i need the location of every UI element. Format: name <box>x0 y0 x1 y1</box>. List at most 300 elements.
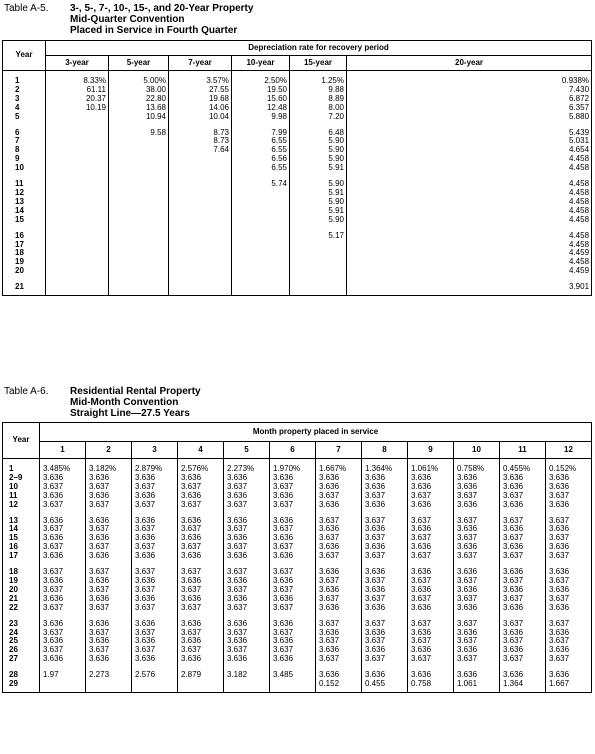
table-a6-rate-cell <box>178 680 224 689</box>
table-a6-rate-cell: 3.636 <box>454 543 500 552</box>
table-a6-rate-cell: 3.637 <box>270 629 316 638</box>
table-a5-rate-cell: 9.98 <box>232 113 290 122</box>
table-a6-rate-cell: 3.637 <box>132 586 178 595</box>
table-a6-rate-cell: 3.637 <box>270 501 316 510</box>
table-a6-rate-cell: 3.637 <box>546 552 592 561</box>
table-a5-year-header: Year <box>3 41 46 71</box>
table-a6-year-cell: 25 <box>3 637 40 646</box>
table-a6-year-cell: 26 <box>3 646 40 655</box>
table-a6-rate-cell: 3.636 <box>316 543 362 552</box>
table-a5-year-cell: 6 <box>3 129 46 138</box>
table-a6-rate-cell: 3.636 <box>546 586 592 595</box>
table-a6-rate-cell: 3.637 <box>270 586 316 595</box>
table-a5-year-cell: 10 <box>3 164 46 173</box>
table-row <box>3 680 592 689</box>
table-a6-rate-cell: 3.636 <box>40 637 86 646</box>
table-a6-rate-cell: 3.637 <box>132 646 178 655</box>
table-row <box>3 552 592 561</box>
table-a5-rate-cell <box>46 241 109 250</box>
table-a6-rate-cell: 3.637 <box>270 543 316 552</box>
table-a6-year-cell: 14 <box>3 525 40 534</box>
table-a6-rate-cell: 0.152 <box>316 680 362 689</box>
table-a6-rate-cell: 3.636 <box>316 568 362 577</box>
table-a6-rate-cell: 0.758% <box>454 465 500 474</box>
table-a5-rate-cell <box>109 267 169 276</box>
table-a6-rate-cell: 3.637 <box>454 492 500 501</box>
table-a6-rate-cell: 3.636 <box>500 501 546 510</box>
table-a6-rate-cell: 3.636 <box>40 474 86 483</box>
table-a5-rate-cell <box>109 198 169 207</box>
table-a6-rate-cell: 1.364% <box>362 465 408 474</box>
table-a6-rate-cell: 3.636 <box>408 501 454 510</box>
table-a5-rate-cell: 6.48 <box>290 129 347 138</box>
table-a6-rate-cell: 3.637 <box>86 543 132 552</box>
table-a6-rate-cell: 3.637 <box>132 525 178 534</box>
table-a6-year-cell: 28 <box>3 671 40 680</box>
table-a6-rate-cell: 3.637 <box>454 552 500 561</box>
table-a5-rate-cell: 5.439 <box>347 129 592 138</box>
table-a5-rate-cell: 5.880 <box>347 113 592 122</box>
table-a5-rate-cell <box>46 232 109 241</box>
table-a5-rate-cell <box>290 241 347 250</box>
table-a5-rate-cell <box>46 216 109 225</box>
table-a6-rate-cell: 3.636 <box>40 655 86 664</box>
table-a6-rate-cell: 3.637 <box>224 604 270 613</box>
table-a6-column-header: 2 <box>86 442 132 459</box>
table-a6-rate-cell: 3.636 <box>270 517 316 526</box>
table-a5-year-cell: 5 <box>3 113 46 122</box>
table-a5-rate-cell: 4.458 <box>347 155 592 164</box>
table-a6-rate-cell: 3.636 <box>362 543 408 552</box>
table-a6-rate-cell: 3.637 <box>224 629 270 638</box>
table-a5-rate-cell <box>169 207 232 216</box>
table-a6-rate-cell: 3.636 <box>454 671 500 680</box>
table-a5-rate-cell <box>232 283 290 292</box>
table-a6-column-header: 11 <box>500 442 546 459</box>
table-a6-rate-cell: 3.637 <box>316 637 362 646</box>
table-a6-rate-cell: 3.636 <box>454 604 500 613</box>
table-a6-rate-cell: 3.637 <box>454 577 500 586</box>
table-a6-rate-cell: 3.637 <box>408 655 454 664</box>
table-a6-rate-cell: 0.455% <box>500 465 546 474</box>
table-a5-rate-cell <box>232 189 290 198</box>
table-a6-rate-cell: 3.637 <box>408 595 454 604</box>
table-a6-year-cell: 24 <box>3 629 40 638</box>
table-a6-rate-cell: 3.636 <box>132 517 178 526</box>
table-a5-rate-cell <box>46 113 109 122</box>
table-row <box>3 104 592 113</box>
table-a5-rate-cell: 3.901 <box>347 283 592 292</box>
table-a5-rate-cell: 12.48 <box>232 104 290 113</box>
table-a5-year-cell: 16 <box>3 232 46 241</box>
table-a6-rate-cell: 3.637 <box>270 483 316 492</box>
table-row <box>3 232 592 241</box>
table-a6-rate-cell: 3.485% <box>40 465 86 474</box>
table-a5-rate-cell: 6.55 <box>232 164 290 173</box>
table-a5-rate-cell <box>109 258 169 267</box>
table-a6-rate-cell: 1.667% <box>316 465 362 474</box>
table-a6-rate-cell: 3.636 <box>224 620 270 629</box>
table-a6-year-cell: 2–9 <box>3 474 40 483</box>
table-a5-year-cell: 2 <box>3 86 46 95</box>
table-a6-rate-cell: 3.636 <box>40 552 86 561</box>
table-a5-rate-cell: 5.74 <box>232 180 290 189</box>
table-a5-rate-cell <box>290 258 347 267</box>
table-a6-rate-cell: 3.637 <box>86 629 132 638</box>
table-a6-year-cell: 21 <box>3 595 40 604</box>
table-a6-rate-cell: 3.636 <box>408 543 454 552</box>
table-a6-rate-cell: 3.636 <box>362 525 408 534</box>
table-a6-rate-cell: 3.636 <box>178 492 224 501</box>
table-a5-rate-cell: 5.00% <box>109 77 169 86</box>
table-a6-rate-cell: 3.637 <box>40 501 86 510</box>
table-a6-rate-cell: 3.637 <box>40 646 86 655</box>
table-a5-rate-cell: 10.04 <box>169 113 232 122</box>
table-a5-rate-cell: 6.55 <box>232 146 290 155</box>
table-a5-rate-cell: 4.654 <box>347 146 592 155</box>
table-a5-rate-cell <box>169 267 232 276</box>
table-a6-rate-cell: 3.636 <box>500 586 546 595</box>
table-a6-rate-cell: 3.636 <box>316 474 362 483</box>
table-a6-rate-cell: 3.636 <box>316 629 362 638</box>
table-a5-rate-cell: 2.50% <box>232 77 290 86</box>
table-a6-rate-cell: 3.636 <box>408 604 454 613</box>
table-a6-rate-cell <box>224 680 270 689</box>
table-a6-rate-cell: 3.636 <box>178 637 224 646</box>
table-a6-rate-cell: 3.637 <box>454 620 500 629</box>
table-a5-rate-cell: 9.58 <box>109 129 169 138</box>
table-a5-year-cell: 13 <box>3 198 46 207</box>
table-a6-rate-cell: 3.637 <box>316 655 362 664</box>
table-a5-year-cell: 18 <box>3 249 46 258</box>
table-a5-rate-cell <box>169 241 232 250</box>
table-a5-number: Table A-5. <box>4 3 49 14</box>
table-a5-rate-cell <box>109 137 169 146</box>
table-a5-rate-cell: 5.90 <box>290 180 347 189</box>
table-a5-rate-cell: 20.37 <box>46 95 109 104</box>
table-a6-column-header: 1 <box>40 442 86 459</box>
table-a5-rate-cell <box>232 198 290 207</box>
table-a5-rate-cell: 10.19 <box>46 104 109 113</box>
table-row <box>3 155 592 164</box>
table-a6-rate-cell: 3.636 <box>454 483 500 492</box>
table-a5-year-cell: 3 <box>3 95 46 104</box>
table-a6-rate-cell: 3.636 <box>546 671 592 680</box>
table-a6-rate-cell: 3.637 <box>362 637 408 646</box>
table-row <box>3 216 592 225</box>
table-a6-rate-cell: 3.637 <box>500 620 546 629</box>
table-a6-rate-cell: 3.636 <box>408 483 454 492</box>
table-a6-rate-cell: 3.637 <box>362 655 408 664</box>
table-a6-rate-cell: 3.637 <box>132 629 178 638</box>
table-a6-rate-cell: 3.636 <box>270 595 316 604</box>
table-a5-column-header: 20-year <box>347 56 592 71</box>
table-a6-rate-cell: 3.636 <box>362 629 408 638</box>
table-a5-rate-cell <box>232 207 290 216</box>
table-a6-rate-cell: 3.637 <box>316 517 362 526</box>
table-a6-rate-cell: 3.636 <box>316 501 362 510</box>
table-a5-rate-cell <box>109 164 169 173</box>
table-a6-rate-cell: 3.637 <box>408 552 454 561</box>
table-a6-rate-cell: 3.636 <box>224 474 270 483</box>
table-a6-year-cell: 29 <box>3 680 40 689</box>
table-a6-rate-cell: 3.637 <box>316 577 362 586</box>
table-a6-rate-cell: 3.636 <box>546 474 592 483</box>
table-a6-rate-cell: 3.636 <box>132 655 178 664</box>
table-a6-rate-cell: 3.637 <box>316 492 362 501</box>
table-a6-rate-cell: 3.637 <box>500 637 546 646</box>
table-a6-title-line: Residential Rental Property <box>70 386 201 397</box>
table-a6-year-cell: 10 <box>3 483 40 492</box>
table-a6-rate-cell: 3.636 <box>546 525 592 534</box>
table-a5-rate-cell: 7.64 <box>169 146 232 155</box>
table-a6-rate-cell: 3.637 <box>408 577 454 586</box>
table-a6-rate-cell: 3.637 <box>500 552 546 561</box>
table-a5-year-cell: 14 <box>3 207 46 216</box>
table-a6-rate-cell: 3.637 <box>546 492 592 501</box>
table-a5-rate-cell: 6.357 <box>347 104 592 113</box>
table-a6-rate-cell: 3.636 <box>86 595 132 604</box>
table-a6-rate-cell: 3.636 <box>362 501 408 510</box>
table-a6-rate-cell: 3.636 <box>270 552 316 561</box>
table-a6-rate-cell: 3.636 <box>454 646 500 655</box>
table-a6-rate-cell: 3.636 <box>454 629 500 638</box>
table-a6-rate-cell: 3.637 <box>316 534 362 543</box>
table-a6-year-cell: 22 <box>3 604 40 613</box>
table-a6-rate-cell: 3.636 <box>40 577 86 586</box>
table-a5-year-cell: 4 <box>3 104 46 113</box>
table-a6-rate-cell: 3.636 <box>86 620 132 629</box>
table-a5-year-cell: 1 <box>3 77 46 86</box>
table-a5-year-cell: 7 <box>3 137 46 146</box>
table-a6-rate-cell: 3.637 <box>270 604 316 613</box>
table-a5-title-line: Placed in Service in Fourth Quarter <box>70 25 238 36</box>
table-a5-rate-cell <box>290 249 347 258</box>
table-a6-rate-cell: 3.637 <box>224 586 270 595</box>
table-a5-year-cell: 12 <box>3 189 46 198</box>
table-a5-rate-cell <box>109 241 169 250</box>
table-a6-rate-cell: 2.879% <box>132 465 178 474</box>
table-row <box>3 207 592 216</box>
table-a5-rate-cell <box>169 216 232 225</box>
table-row <box>3 113 592 122</box>
table-a6-rate-cell: 3.637 <box>178 586 224 595</box>
table-a6-rate-cell: 1.97 <box>40 671 86 680</box>
table-a6-rate-cell: 3.637 <box>40 543 86 552</box>
table-a5-rate-cell: 7.99 <box>232 129 290 138</box>
table-a6-rate-cell: 3.637 <box>224 525 270 534</box>
table-a6-rate-cell: 3.637 <box>546 655 592 664</box>
table-a6-column-header: 6 <box>270 442 316 459</box>
table-a6-year-cell: 11 <box>3 492 40 501</box>
table-a6-rate-cell: 3.636 <box>546 568 592 577</box>
table-a6-column-header: 9 <box>408 442 454 459</box>
table-a5-rate-cell <box>46 146 109 155</box>
table-a6-rate-cell: 3.637 <box>454 517 500 526</box>
table-a5-rate-cell <box>290 283 347 292</box>
table-a6-rate-cell: 3.636 <box>178 534 224 543</box>
table-a6-rate-cell: 3.637 <box>454 637 500 646</box>
table-a6-rate-cell: 3.637 <box>270 568 316 577</box>
table-a5-rate-cell <box>232 267 290 276</box>
table-a6-rate-cell: 3.182% <box>86 465 132 474</box>
table-a6-rate-cell: 3.637 <box>86 646 132 655</box>
table-a5-title-line: Mid-Quarter Convention <box>70 14 185 25</box>
table-a5-rate-cell: 4.459 <box>347 249 592 258</box>
table-a5-year-cell: 9 <box>3 155 46 164</box>
table-a6-rate-cell: 1.061 <box>454 680 500 689</box>
table-a6-rate-cell: 3.636 <box>408 629 454 638</box>
table-a6-rate-cell <box>270 680 316 689</box>
table-row <box>3 164 592 173</box>
table-a6-rate-cell: 3.637 <box>178 568 224 577</box>
table-a6-rate-cell: 3.636 <box>362 646 408 655</box>
table-row <box>3 249 592 258</box>
table-a6-rate-cell: 3.636 <box>316 525 362 534</box>
table-a6-rate-cell: 3.636 <box>454 474 500 483</box>
table-a5-rate-cell <box>109 216 169 225</box>
table-a5-year-cell: 8 <box>3 146 46 155</box>
table-a5-rate-cell: 5.90 <box>290 198 347 207</box>
table-a6-year-cell: 15 <box>3 534 40 543</box>
table-a6-rate-cell: 3.637 <box>224 501 270 510</box>
table-a6-rate-cell: 3.636 <box>40 534 86 543</box>
table-a6-rate-cell: 3.636 <box>178 620 224 629</box>
table-a5-rate-cell <box>109 207 169 216</box>
table-row <box>3 241 592 250</box>
table-a6-rate-cell: 3.637 <box>500 595 546 604</box>
table-a5-rate-cell <box>169 155 232 164</box>
table-a6-rate-cell: 3.636 <box>132 474 178 483</box>
table-a6-rate-cell: 3.636 <box>224 492 270 501</box>
table-a6-rate-cell: 3.636 <box>316 586 362 595</box>
table-a6-rate-cell: 3.636 <box>132 637 178 646</box>
table-a6-rate-cell: 3.637 <box>40 604 86 613</box>
table-a5-rate-cell: 3.57% <box>169 77 232 86</box>
table-a6-title-line: Mid-Month Convention <box>70 397 179 408</box>
table-a6-rate-cell: 3.636 <box>178 517 224 526</box>
table-a5-year-cell: 20 <box>3 267 46 276</box>
table-a6-column-header: 4 <box>178 442 224 459</box>
table-a5-rate-cell <box>46 164 109 173</box>
table-a6-rate-cell: 3.636 <box>178 577 224 586</box>
table-a6-rate-cell: 3.637 <box>500 577 546 586</box>
table-a6-column-header: 5 <box>224 442 270 459</box>
table-a6-rate-cell: 3.637 <box>224 568 270 577</box>
table-a5-rate-cell: 4.458 <box>347 258 592 267</box>
table-a6-rate-cell: 2.576% <box>178 465 224 474</box>
table-a5-rate-cell: 8.89 <box>290 95 347 104</box>
table-a6-rate-cell: 1.364 <box>500 680 546 689</box>
table-a6-rate-cell: 3.636 <box>86 552 132 561</box>
table-a6-rate-cell: 3.637 <box>224 543 270 552</box>
table-a6-rate-cell: 3.637 <box>40 629 86 638</box>
table-a6-rate-cell: 3.636 <box>316 671 362 680</box>
table-a6-rate-cell: 3.636 <box>500 568 546 577</box>
table-a6-rate-cell: 3.636 <box>546 604 592 613</box>
table-a5-rate-cell: 5.91 <box>290 189 347 198</box>
table-a6-year-cell: 18 <box>3 568 40 577</box>
table-a6-rate-cell: 3.636 <box>546 483 592 492</box>
table-a6-year-cell: 17 <box>3 552 40 561</box>
table-a6-rate-cell: 3.636 <box>270 577 316 586</box>
table-a6-rate-cell: 3.636 <box>270 492 316 501</box>
table-a5-rate-cell: 6.872 <box>347 95 592 104</box>
table-row <box>3 283 592 292</box>
table-a5-year-cell: 19 <box>3 258 46 267</box>
table-a5-column-header: 3-year <box>46 56 109 71</box>
table-a5-rate-cell: 5.91 <box>290 164 347 173</box>
table-a5-rate-cell <box>290 267 347 276</box>
table-a6-rate-cell: 3.636 <box>40 492 86 501</box>
table-a6-rate-cell: 3.637 <box>40 586 86 595</box>
table-a6-rate-cell: 3.636 <box>132 620 178 629</box>
table-a6-year-cell: 27 <box>3 655 40 664</box>
table-row <box>3 501 592 510</box>
table-a6-rate-cell: 3.637 <box>408 492 454 501</box>
table-a5-rate-cell <box>46 258 109 267</box>
table-a5-rate-cell: 1.25% <box>290 77 347 86</box>
table-a6-rate-cell: 0.758 <box>408 680 454 689</box>
table-a6-rate-cell: 3.637 <box>178 543 224 552</box>
table-a6-rate-cell: 3.636 <box>546 543 592 552</box>
table-a5-rate-cell: 7.20 <box>290 113 347 122</box>
table-a6-rate-cell: 3.637 <box>500 517 546 526</box>
table-a6-rate-cell: 3.637 <box>86 568 132 577</box>
table-a5-rate-cell: 13.68 <box>109 104 169 113</box>
table-a6-rate-cell: 3.637 <box>454 595 500 604</box>
table-a6-rate-cell: 3.636 <box>362 474 408 483</box>
table-a6-rate-cell: 3.637 <box>40 483 86 492</box>
table-a6-rate-cell: 3.637 <box>546 517 592 526</box>
table-a6-title <box>70 386 201 419</box>
table-a5-rate-cell: 19.50 <box>232 86 290 95</box>
table-a6-rate-cell: 3.636 <box>270 620 316 629</box>
table-a6-rate-cell: 3.637 <box>362 595 408 604</box>
table-a5-rate-cell <box>109 283 169 292</box>
table-a5-rate-cell: 4.458 <box>347 180 592 189</box>
table-a6-rate-cell: 3.636 <box>546 646 592 655</box>
table-a6-rate-cell: 3.636 <box>362 483 408 492</box>
table-a6 <box>2 422 592 693</box>
table-a6-rate-cell: 3.636 <box>178 655 224 664</box>
table-a6-rate-cell: 3.637 <box>132 483 178 492</box>
table-a6-rate-cell: 3.636 <box>500 604 546 613</box>
table-a6-column-header: 7 <box>316 442 362 459</box>
table-a5-rate-cell <box>232 258 290 267</box>
table-a6-rate-cell: 3.636 <box>224 655 270 664</box>
table-a5-rate-cell: 5.031 <box>347 137 592 146</box>
table-a5-rate-cell <box>46 249 109 258</box>
table-a5-rate-cell <box>46 155 109 164</box>
table-row <box>3 258 592 267</box>
table-a6-rate-cell: 3.637 <box>86 501 132 510</box>
table-a5-rate-cell <box>169 258 232 267</box>
table-a5-rate-cell: 5.90 <box>290 146 347 155</box>
table-a5-rate-cell <box>169 198 232 207</box>
table-a5-rate-cell: 8.00 <box>290 104 347 113</box>
table-a5-rate-cell: 5.91 <box>290 207 347 216</box>
table-a6-rate-cell: 3.636 <box>178 474 224 483</box>
table-a5-rate-cell: 4.458 <box>347 207 592 216</box>
table-a5-rate-cell: 8.73 <box>169 129 232 138</box>
table-a6-rate-cell: 3.637 <box>270 525 316 534</box>
table-a6-rate-cell: 3.636 <box>454 501 500 510</box>
table-a6-rate-cell: 1.061% <box>408 465 454 474</box>
table-a6-rate-cell: 3.637 <box>454 655 500 664</box>
table-a6-rate-cell: 3.637 <box>408 620 454 629</box>
table-a6-rate-cell: 3.637 <box>178 483 224 492</box>
